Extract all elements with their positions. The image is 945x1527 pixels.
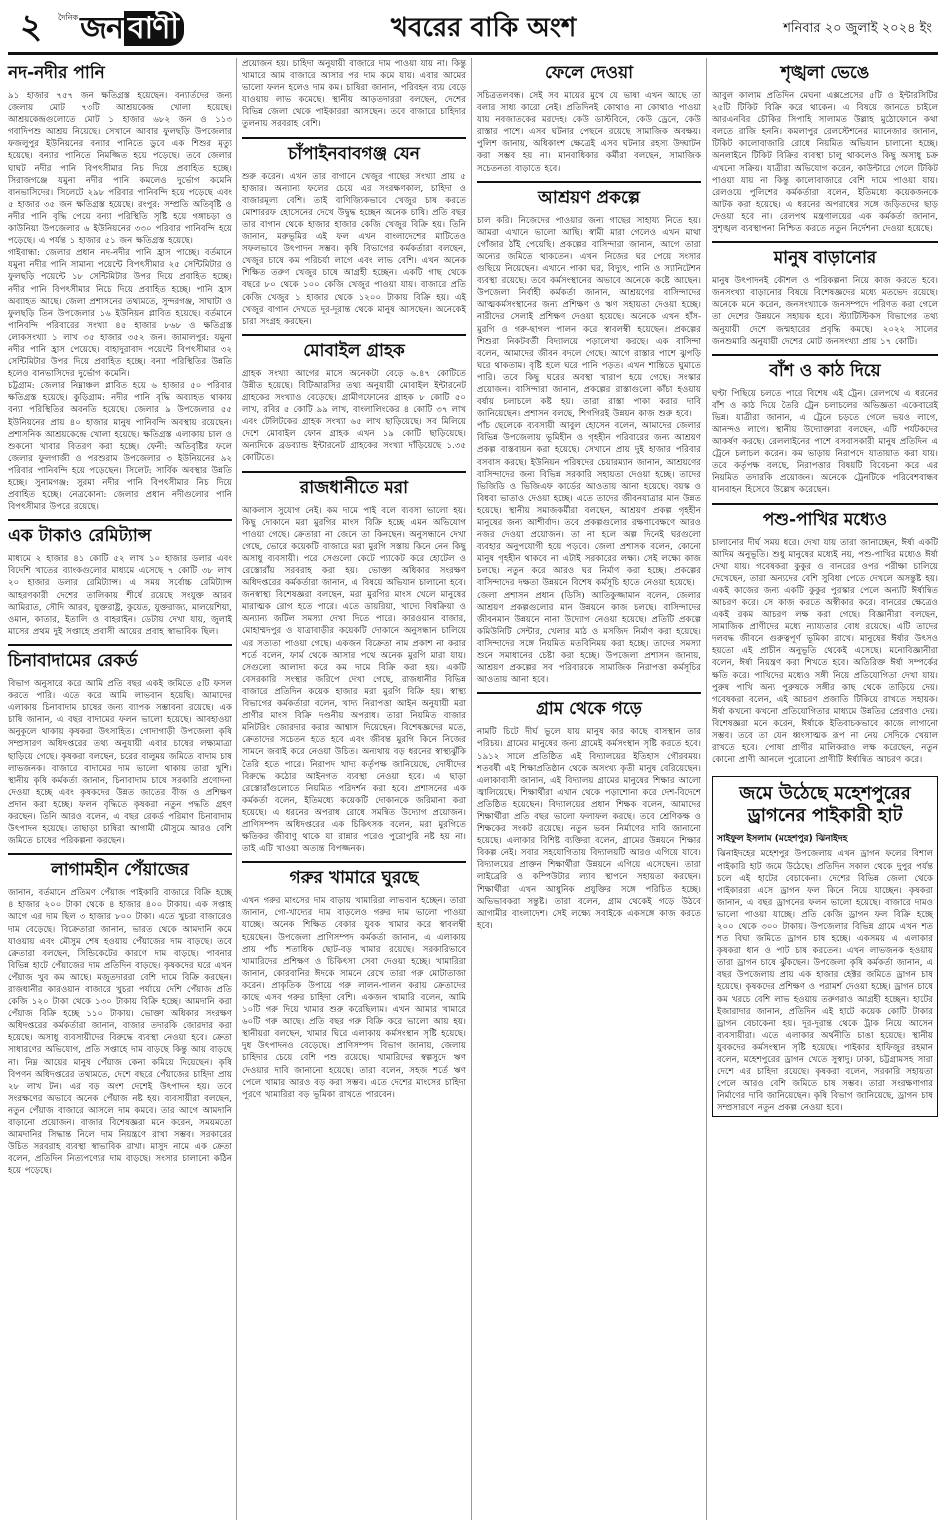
article-body: নামটি চিটে দীর্ঘ ভুলে যায় মানুষ কার কাছে বাসস্থান তার পরিচয়। গ্রামের মানুষের জন্য গ্রামেই কর্মসংস্থান সৃষ্টি করতে হবে। ১৯১২ সালে প্রতিষ্ঠিত এই বিদ্যালয়ের ইতিহাস গৌরবময়। শতবর্ষী এই শিক্ষাপ্রতিষ্ঠান থেকে অসংখ্য কৃতী মানুষ বেরিয়েছেন। এলাকাবাসী জানান, এই বিদ্যালয় গ্রামের মানুষের শিক্ষার আলো জ্বালিয়েছে। শিক্ষার্থীরা এখান থেকে পড়াশোনা করে দেশ-বিদেশে প্রতিষ্ঠিত হয়েছেন। বিদ্যালয়ের প্রধান শিক্ষক বলেন, আমাদের শিক্ষার্থীরা প্রতি বছর ভালো ফলাফল করছে। তবে শ্রেণিকক্ষ ও শিক্ষকের সংকট রয়েছে। নতুন ভবন নির্মাণের দাবি জানানো হয়েছে। এলাকার বিশিষ্ট ব্যক্তিরা বলেন, গ্রামের উন্নয়নে শিক্ষার বিকল্প নেই। সবার সহযোগিতায় বিদ্যালয়টি আরও এগিয়ে যাবে। বিদ্যালয়ের প্রাক্তন শিক্ষার্থীরা উন্নয়নে এগিয়ে এসেছেন। তারা লাইব্রেরি ও কম্পিউটার ল্যাব স্থাপনে সহায়তা করছেন। শিক্ষার্থীরা এখন আধুনিক প্রযুক্তির সঙ্গে পরিচিত হচ্ছে। অভিভাবকরা সন্তুষ্ট। তারা বলেন, গ্রাম থেকেই গড়ে উঠবে আগামীর বাংলাদেশ। সেই লক্ষ্যে সবাইকে একসঙ্গে কাজ করতে হবে। bbox=[477, 727, 701, 931]
section-title: খবরের বাকি অংশ bbox=[390, 13, 577, 43]
article-divider bbox=[477, 692, 701, 694]
article-divider bbox=[477, 181, 701, 183]
column-4 bbox=[712, 58, 938, 1117]
article-body: সচিত্রতলবন্ধ। সেই সব মায়ের মুখে যে ভাষা এখন আছে তা বলার সাধ্য কারো নেই। প্রতিদিনই কোথাও না কোথাও পাওয়া যায় নবজাতকের মরদেহ। কেউ ডাস্টবিনে, কেউ ড্রেনে, কেউ রাস্তার পাশে। এসব ঘটনার পেছনে রয়েছে সামাজিক অবক্ষয়। পুলিশ জানায়, অধিকাংশ ক্ষেত্রেই এসব ঘটনার রহস্য উদ্ঘাটন করা সম্ভব হয় না। মানবাধিকার কর্মীরা বলছেন, সামাজিক সচেতনতা বাড়াতে হবে। bbox=[477, 91, 701, 174]
article-byline: সাইফুল ইসলাম (মহেশপুর) ঝিনাইদহ bbox=[717, 834, 848, 845]
article-body: এখন গরুর মাংসের দাম বাড়ায় খামারিরা লাভবান হচ্ছেন। তারা জানান, গো-খাদ্যের দাম বাড়লেও গরুর দাম ভালো পাওয়া যাচ্ছে। অনেক শিক্ষিত বেকার যুবক খামার করে স্বাবলম্বী হয়েছেন। উপজেলা প্রাণিসম্পদ কর্মকর্তা জানান, এ এলাকায় প্রায় পাঁচ শতাধিক ছোট-বড় খামার রয়েছে। সরকারিভাবে খামারিদের প্রশিক্ষণ ও চিকিৎসা সেবা দেওয়া হচ্ছে। খামারিরা জানান, কোরবানির ঈদকে সামনে রেখে তারা গরু মোটাতাজা করেন। প্রাকৃতিক উপায়ে গরু লালন-পালন করায় ক্রেতাদের কাছে এসব গরুর চাহিদা বেশি। একজন খামারি বলেন, আমি ১০টি গরু দিয়ে খামার শুরু করেছিলাম। এখন আমার খামারে ৬০টি গরু আছে। প্রতি বছর গরু বিক্রি করে ভালো আয় হয়। স্থানীয়রা বলছেন, খামার ঘিরে এলাকায় কর্মসংস্থান সৃষ্টি হয়েছে। দুধ উৎপাদনও বেড়েছে। প্রাণিসম্পদ বিভাগ জানায়, জেলায় চাহিদার চেয়ে বেশি পশু রয়েছে। খামারিদের স্বল্পসুদে ঋণ দেওয়ার দাবি জানানো হয়েছে। তারা বলেন, সহজ শর্তে ঋণ পেলে খামার আরও বড় করা সম্ভব। এতে দেশের মাংসের চাহিদা পূরণে খামারিরা বড় ভূমিকা রাখতে পারবেন। bbox=[242, 896, 466, 1100]
article-divider bbox=[242, 137, 466, 139]
column-3 bbox=[477, 58, 701, 932]
article-divider bbox=[712, 354, 938, 356]
article-body: মানুষ উৎপাদনই কৌশল ও পরিকল্পনা নিয়ে কাজ করতে হবে। জনসংখ্যা বাড়ানোর বিষয়ে বিশেষজ্ঞদের মধ্যে মতভেদ রয়েছে। অনেকে মনে করেন, জনসংখ্যাকে জনসম্পদে পরিণত করা গেলে তা দেশের উন্নয়নে সহায়ক হবে। স্ট্যাটিস্টিকস বিভাগের তথ্য অনুযায়ী দেশে জন্মহারের প্রবৃদ্ধি কমছে। ২০২২ সালের জনশুমারি অনুযায়ী দেশের মোট জনসংখ্যা প্রায় ১৭ কোটি। bbox=[712, 276, 938, 347]
headline-nod-nodi: নদ-নদীর পানি bbox=[8, 63, 105, 83]
article-divider bbox=[242, 334, 466, 336]
featured-article-box bbox=[712, 776, 938, 1117]
headline-population: মানুষ বাড়ানোর bbox=[773, 248, 877, 269]
headline-animals-birds: পশু-পাখির মধ্যেও bbox=[762, 509, 888, 530]
column-rule bbox=[236, 58, 237, 1520]
headline-dead-chicken: রাজধানীতে মরা bbox=[299, 477, 409, 498]
article-body: আবুল কালাম প্রতিদিন মেঘনা এক্সপ্রেসের ৫টি ও ইন্টারসিটির ২৫টি টিকিট বিক্রি করে থাকেন। এ বিষয়ে জানতে চাইলে আরএনবির চৌকির সিপাহি সালামত উল্লাহ মুঠোফোনে কথা বলতে রাজি হননি। কমলাপুর রেলস্টেশনের ম্যানেজার জানান, টিকিট কালোবাজারি রোধে নিয়মিত অভিযান চালানো হচ্ছে। অনলাইনে টিকিট বিক্রির ব্যবস্থা চালু থাকলেও কিছু অসাধু চক্র এখনো সক্রিয়। যাত্রীরা অভিযোগ করেন, কাউন্টারে গেলে টিকিট পাওয়া যায় না কিন্তু কালোবাজারে বেশি দামে পাওয়া যায়। রেলওয়ে পুলিশের কর্মকর্তারা বলেন, ইতিমধ্যে কয়েকজনকে আটক করা হয়েছে। এ ধরনের অপরাধের সঙ্গে জড়িতদের ছাড় দেওয়া হবে না। রেলপথ মন্ত্রণালয়ের এক কর্মকর্তা জানান, সুশৃঙ্খল ব্যবস্থাপনা নিশ্চিত করতে নতুন নির্দেশনা দেওয়া হয়েছে। bbox=[712, 91, 938, 235]
column-1 bbox=[8, 58, 232, 1178]
article-divider bbox=[242, 861, 466, 863]
article-body: জেলা প্রশাসন প্রধান (ডিসি) আতিকুজ্জামান বলেন, জেলার আশ্রয়ণ প্রকল্পগুলোর মান উন্নয়নে কাজ চলছে। বাসিন্দাদের জীবনমান উন্নয়নে নানা উদ্যোগ নেওয়া হয়েছে। প্রতিটি প্রকল্পে কমিউনিটি সেন্টার, খেলার মাঠ ও মসজিদ নির্মাণ করা হয়েছে। বাসিন্দাদের সঙ্গে নিয়মিত মতবিনিময় করা হচ্ছে। তাদের সমস্যা শুনে সমাধানের চেষ্টা করা হচ্ছে। উপজেলা প্রশাসন জানায়, আশ্রয়ণ প্রকল্পের সব পরিবারকে সামাজিক নিরাপত্তা কর্মসূচির আওতায় আনা হবে। bbox=[477, 590, 701, 686]
article-body: গ্রাহক সংখ্যা আগের মাসে অনেকটা বেড়ে ৬.৪৭ কোটিতে উন্নীত হয়েছে। বিটিআরসির তথ্য অনুযায়ী মোবাইল ইন্টারনেট গ্রাহকের সংখ্যাও বেড়েছে। গ্রামীণফোনের গ্রাহক ৮ কোটি ৫০ লাখ, রবির ৫ কোটি ৯৯ লাখ, বাংলালিংকের ৪ কোটি ৩৭ লাখ এবং টেলিটকের গ্রাহক সংখ্যা ৬৫ লাখ ছাড়িয়েছে। সব মিলিয়ে দেশে মোবাইল ফোন গ্রাহক এখন ১৯ কোটি ছাড়িয়েছে। অন্যদিকে ব্রডব্যান্ড ইন্টারনেট গ্রাহকের সংখ্যা দাঁড়িয়েছে ১.৩৫ কোটিতে। bbox=[242, 368, 466, 464]
headline-village: গ্রাম থেকে গড়ে bbox=[536, 699, 642, 720]
article-body: চট্টগ্রাম: জেলার নিম্নাঞ্চল প্লাবিত হয়ে ৬ হাজার ৫০ পরিবার ক্ষতিগ্রস্ত হয়েছে। কুড়িগ্রাম: নদীর পানি বৃদ্ধি অব্যাহত থাকায় বন্যা পরিস্থিতির অবনতি হয়েছে। জেলার ৯ উপজেলার ৫৫ ইউনিয়নের প্রায় ৪০ হাজার মানুষ পানিবন্দি অবস্থায় রয়েছেন। প্রশাসনিক আশ্রয়কেন্দ্রে খোলা হয়েছে। ক্ষতিগ্রস্ত এলাকায় চাল ও শুকনো খাবার বিতরণ করা হচ্ছে। ফেনী: অতিবৃষ্টির ফলে জেলার ফুলগাজী ও পরশুরাম উপজেলার ৩ ইউনিয়নের ৯২ পরিবার পানিবন্দি হয়ে পড়েছেন। সিলেট: সার্বিক অবস্থার উন্নতি হচ্ছে। সুনামগঞ্জ: সুরমা নদীর পানি বিপৎসীমার নিচ দিয়ে প্রবাহিত হচ্ছে। নেত্রকোনা: জেলার প্রধান নদীগুলোর পানি বিপৎসীমার উপরে রয়েছে। bbox=[8, 381, 232, 513]
headline-cattle-farm: গরুর খামারে ঘুরছে bbox=[289, 868, 419, 889]
masthead bbox=[8, 6, 938, 55]
newspaper-logo bbox=[58, 9, 184, 49]
logo-small-text: দৈনিক bbox=[58, 13, 79, 22]
headline-discipline: শৃঙ্খলা ভেঙে bbox=[780, 63, 870, 83]
column-2 bbox=[242, 58, 466, 1101]
headline-dragon-fruit-market: জমে উঠেছে মহেশপুরের ড্রাগনের পাইকারী হাট bbox=[739, 783, 911, 827]
headline-mobile-subscriber: মোবাইল গ্রাহক bbox=[303, 340, 405, 361]
headline-thrown-away: ফেলে দেওয়া bbox=[544, 63, 634, 83]
column-rule bbox=[706, 58, 707, 1520]
issue-date: শনিবার ২০ জুলাই ২০২৪ ইং bbox=[783, 20, 932, 36]
article-body: ঘণ্টা পিছিয়ে চলতে পারে বিশেষ এই ট্রেন। রেলপথে এ ধরনের বাঁশ ও কাঠ দিয়ে তৈরি ট্রেন চলাচলের অভিজ্ঞতা একেবারেই ভিন্ন। যাত্রীরা জানান, এ ট্রেনে চড়তে গেলে ভয়ও লাগে, আনন্দও লাগে। স্থানীয় উদ্যোক্তারা বলছেন, এটি পর্যটকদের আকর্ষণ করছে। রেললাইনের পাশে বসবাসকারী মানুষ প্রতিদিন এ ট্রেনে চলাচল করেন। কম ভাড়ায় নিরাপদে যাতায়াত করা যায়। তবে কর্তৃপক্ষ বলছে, নিরাপত্তার বিষয়টি বিবেচনা করে এর নিয়মিত তদারকি প্রয়োজন। অনেকে ট্রেনটিকে পরিবেশবান্ধব যানবাহন হিসেবে উল্লেখ করেছেন। bbox=[712, 388, 938, 496]
article-divider bbox=[8, 853, 232, 855]
article-body: চালানোর দীর্ঘ সময় ধরে। দেখা যায় তারা জানাচ্ছেন, ঈর্ষা একটি আদিম অনুভূতি। শুধু মানুষের মধ্যেই নয়, পশু-পাখির মধ্যেও ঈর্ষা দেখা যায়। গবেষকরা কুকুর ও বানরের ওপর পরীক্ষা চালিয়ে দেখেছেন, তারা অন্যদের বেশি সুবিধা পেতে দেখলে অসন্তুষ্ট হয়। একই কাজের জন্য একটি কুকুর পুরস্কার পেলে অন্যটি ঈর্ষান্বিত আচরণ করে। সে কাজ করতে অস্বীকার করে। বানরের ক্ষেত্রেও একই রকম আচরণ লক্ষ করা গেছে। বিজ্ঞানীরা বলছেন, সামাজিক প্রাণীদের মধ্যে ন্যায্যতার বোধ রয়েছে। এটি তাদের দলবদ্ধ জীবনে গুরুত্বপূর্ণ ভূমিকা রাখে। মানুষের ঈর্ষার উৎসও হয়তো এই প্রাচীন অনুভূতি থেকেই এসেছে। মনোবিজ্ঞানীরা বলেন, ঈর্ষা নিয়ন্ত্রণ করা শিখতে হবে। অতিরিক্ত ঈর্ষা সম্পর্কের ক্ষতি করে। পাখিদের মধ্যেও সঙ্গী নিয়ে প্রতিযোগিতা দেখা যায়। পুরুষ পাখি অন্য পুরুষকে সঙ্গীর কাছ থেকে তাড়িয়ে দেয়। গবেষকরা বলেন, এই আচরণ প্রজাতি টিকিয়ে রাখতে সহায়ক। ঈর্ষা কখনো কখনো প্রতিযোগিতার মাধ্যমে উন্নতির প্রেরণাও দেয়। বিশেষজ্ঞরা মনে করেন, ঈর্ষাকে ইতিবাচকভাবে কাজে লাগানো সম্ভব। তবে তা যেন ধ্বংসাত্মক রূপ না নেয় সেদিকে খেয়াল রাখতে হবে। পোষা প্রাণীর মালিকরাও লক্ষ করেছেন, নতুন কোনো প্রাণী আনলে পুরোনো প্রাণীটি ঈর্ষান্বিত আচরণ করে। bbox=[712, 537, 938, 766]
article-body: পাঁচ ছেলেকে ব্যবসায়ী আবুল হোসেন বলেন, আমাদের জেলার বিভিন্ন উপজেলায় ভূমিহীন ও গৃহহীন পরিবারের জন্য আশ্রয়ণ প্রকল্প বাস্তবায়ন করা হয়েছে। সেখানে প্রায় দুই হাজার পরিবার বসবাস করছে। ইউনিয়ন পরিষদের চেয়ারম্যান জানান, আশ্রয়ণের বাসিন্দাদের জন্য বিভিন্ন সরকারি সহায়তা দেওয়া হচ্ছে। তাদের ভিজিডি ও ভিজিএফ কার্ডের আওতায় আনা হয়েছে। বয়স্ক ও বিধবা ভাতাও দেওয়া হচ্ছে। এতে তাদের জীবনযাত্রার মান উন্নত হয়েছে। স্থানীয় সমাজকর্মীরা বলছেন, আশ্রয়ণ প্রকল্প গৃহহীন মানুষের জন্য আশীর্বাদ। তবে প্রকল্পগুলোর রক্ষণাবেক্ষণে আরও নজর দেওয়া প্রয়োজন। তা না হলে অল্প দিনেই ঘরগুলো ব্যবহার অনুপযোগী হয়ে পড়বে। জেলা প্রশাসক বলেন, কোনো মানুষ গৃহহীন থাকবে না এটাই সরকারের লক্ষ্য। সেই লক্ষ্যে কাজ চলছে। নতুন করে আরও ঘর নির্মাণ করা হচ্ছে। প্রকল্পের বাসিন্দাদের দক্ষতা উন্নয়নে বিশেষ কর্মসূচি হাতে নেওয়া হয়েছে। bbox=[477, 421, 701, 589]
article-divider bbox=[712, 241, 938, 243]
logo-right: বাণী bbox=[124, 11, 184, 46]
article-body: চাল করি। নিজেদের পাওয়ার জন্য গাছের সাহায্য নিতে হয়। আমরা এখানে ভালো আছি। স্বামী মারা গেলেও এখন মাথা গোঁজার ঠাঁই পেয়েছি। প্রকল্পের বাসিন্দারা জানান, আগে তারা অন্যের জমিতে থাকতেন। এখন নিজের ঘর পেয়ে সংসার গুছিয়ে নিয়েছেন। এখানে পাকা ঘর, বিদ্যুৎ, পানি ও স্যানিটেশন ব্যবস্থা রয়েছে। তবে কর্মসংস্থানের অভাবে অনেকে কষ্টে আছেন। উপজেলা নির্বাহী কর্মকর্তা জানান, আশ্রয়ণের বাসিন্দাদের আত্মকর্মসংস্থানের জন্য প্রশিক্ষণ ও ঋণ সহায়তা দেওয়া হচ্ছে। নারীদের সেলাই প্রশিক্ষণ দেওয়া হয়েছে। অনেকে এখন হাঁস-মুরগি ও গরু-ছাগল পালন করে স্বাবলম্বী হয়েছেন। প্রকল্পের শিশুরা নিকটবর্তী বিদ্যালয়ে পড়ালেখা করছে। এক বাসিন্দা বলেন, আমাদের জীবন বদলে গেছে। আগে রাস্তার পাশে ঝুপড়ি ঘরে থাকতাম। বৃষ্টি হলে ঘরে পানি পড়ত। এখন শান্তিতে ঘুমাতে পারি। তবে কিছু ঘরের অবস্থা খারাপ হয়ে গেছে। সংস্কার প্রয়োজন। বাসিন্দারা জানান, প্রকল্পের রাস্তাগুলো কাঁচা হওয়ায় বর্ষায় চলাচলে কষ্ট হয়। তারা রাস্তা পাকা করার দাবি জানিয়েছেন। প্রশাসন বলছে, শিগগিরই উন্নয়ন কাজ শুরু হবে। bbox=[477, 215, 701, 420]
headline-onion: লাগামহীন পেঁয়াজের bbox=[51, 860, 189, 881]
article-body: ৯১ হাজার ৭৫৭ জন ক্ষতিগ্রস্ত হয়েছেন। বন্যার্তদের জন্য জেলায় মোট ৭৩টি আশ্রয়কেন্দ্র খোলা হয়েছে। আশ্রয়কেন্দ্রগুলোতে মোট ১ হাজার ৬৮২ জন ও ১১৩ গবাদিপশু আশ্রয় নিয়েছে। সেখানে আবার ফুলছড়ি উপজেলার ফজলুপুর ইউনিয়নের বন্যার পানিতে ডুবে এক শিশুর মৃত্যু হয়েছে। বন্যার পানিতে নিমজ্জিত হয়ে পড়েছে। তবে জেলার ঘাঘট নদীর পানি বিপৎসীমার নিচ দিয়ে প্রবাহিত হচ্ছে। সিরাজগঞ্জে যমুনা নদীর পানি কমলেও দুর্ভোগ কমেনি বানভাসিদের। সিলেটে ২৯৮ পরিবার পানিবন্দি হয়ে পড়েছে এবং ৫ হাজার ৩৫ জন ক্ষতিগ্রস্ত হয়েছে। রংপুর: সম্প্রতি অতিবৃষ্টি ও নদীর পানি বৃদ্ধি পেয়ে বন্যা পরিস্থিতি সৃষ্টি হয়ে গঙ্গাচড়া ও কাউনিয়া উপজেলার ৬ ইউনিয়নের ৩৩০ পরিবার পানিবন্দি হয়ে পড়েছে। এ পর্যন্ত ১ হাজার ৫১ জন ক্ষতিগ্রস্ত হয়েছে। bbox=[8, 91, 232, 247]
article-body: শুরু করেন। এখন তার বাগানে খেজুর গাছের সংখ্যা প্রায় ৫ হাজার। অন্যান্য ফলের চেয়ে এর সংরক্ষণকাল, চাহিদা ও বাজারমূল্য বেশি। তাই বাণিজ্যিকভাবে খেজুর চাষ করতে মোশাররফ হোসেনের দেখে উদ্বুদ্ধ হচ্ছেন অনেক চাষি। প্রতি বছর তার বাগান থেকে হাজার হাজার কেজি খেজুর বিক্রি হয়। তিনি জানান, মরুভূমির এই ফল এখন বাংলাদেশের মাটিতেও সফলভাবে উৎপাদন সম্ভব। কৃষি বিভাগের কর্মকর্তারা বলছেন, খেজুর চাষে কম পরিচর্যা লাগে এবং লাভ বেশি। এখন অনেক শিক্ষিত তরুণ খেজুর চাষে আগ্রহী হচ্ছেন। একটি গাছ থেকে বছরে ৮০ থেকে ১০০ কেজি খেজুর পাওয়া যায়। বাজারে প্রতি কেজি খেজুর ১ হাজার থেকে ১২০০ টাকায় বিক্রি হয়। এই খেজুর বাগান দেখতে দূর-দূরান্ত থেকে মানুষ আসছেন। অনেকেই চারা সংগ্রহ করছেন। bbox=[242, 171, 466, 327]
headline-peanut: চিনাবাদামের রেকর্ড bbox=[8, 650, 138, 671]
article-body: মাধ্যমে ২ হাজার ৪১ কোটি ৫২ লাখ ১০ হাজার ডলার এবং বিদেশি খাতের ব্যাংকগুলোর মাধ্যমে এসেছে ৭ কোটি ৩৮ লাখ ২০ হাজার ডলার রেমিট্যান্স। এ সময় সর্বোচ্চ রেমিট্যান্স আহরণকারী দেশের তালিকায় শীর্ষে রয়েছে সংযুক্ত আরব আমিরাত, সৌদি আরব, যুক্তরাষ্ট্র, কুয়েত, যুক্তরাজ্য, মালয়েশিয়া, ওমান, কাতার, ইতালি ও বাহরাইন। ডেটায় দেখা যায়, জুলাই মাসের প্রথম দুই সপ্তাহে প্রবাসী আয়ের প্রবাহ স্বাভাবিক ছিল। bbox=[8, 554, 232, 637]
article-divider bbox=[8, 519, 232, 521]
headline-ashrayan: আশ্রয়ণ প্রকল্পে bbox=[538, 187, 640, 208]
article-body: প্রয়োজন হয়। চাহিদা অনুযায়ী বাজারে দাম পাওয়া যায় না। কিন্তু খামারে আম বাজারে আসার পর দাম কমে যায়। এবার আমের ভালো ফলন হলেও দাম কম। চাষিরা জানান, পরিবহন ব্যয় বেড়ে যাওয়ায় লাভ কমেছে। স্থানীয় আড়তদাররা বলছেন, দেশের বিভিন্ন জেলা থেকে পাইকাররা আসছেন। তবে বাজারে চাহিদার তুলনায় সরবরাহ বেশি। bbox=[242, 59, 466, 130]
headline-chapainawabganj: চাঁপাইনবাবগঞ্জ যেন bbox=[288, 143, 420, 164]
article-body: ঝিনাইদহের মহেশপুর উপজেলায় এখন ড্রাগন ফলের বিশাল পাইকারি হাট জমে উঠেছে। প্রতিদিন সকাল থেকে দুপুর পর্যন্ত চলে এই হাটের বেচাকেনা। দেশের বিভিন্ন জেলা থেকে পাইকাররা এসে ড্রাগন ফল কিনে নিয়ে যাচ্ছেন। কৃষকরা জানান, এ বছর ড্রাগনের ফলন ভালো হয়েছে। বাজারে দামও ভালো পাওয়া যাচ্ছে। প্রতি কেজি ড্রাগন ফল বিক্রি হচ্ছে ২০০ থেকে ৩০০ টাকায়। উপজেলার বিভিন্ন গ্রামে এখন শত শত বিঘা জমিতে ড্রাগন চাষ হচ্ছে। একসময় এ এলাকার কৃষকরা ধান ও পাট চাষ করতেন। এখন লাভজনক হওয়ায় তারা ড্রাগন চাষে ঝুঁকছেন। উপজেলা কৃষি কর্মকর্তা জানান, এ বছর উপজেলায় প্রায় এক হাজার হেক্টর জমিতে ড্রাগন চাষ হয়েছে। কৃষকদের প্রশিক্ষণ ও পরামর্শ দেওয়া হচ্ছে। ড্রাগন চাষে কম খরচে বেশি লাভ হওয়ায় তরুণরাও আগ্রহী হচ্ছেন। হাটের ইজারাদার জানান, প্রতিদিন এই হাটে কয়েক কোটি টাকার ড্রাগন বেচাকেনা হয়। দূর-দূরান্ত থেকে ট্রাক নিয়ে আসেন ব্যবসায়ীরা। এতে এলাকার অর্থনীতি চাঙা হয়েছে। স্থানীয় যুবকদের কর্মসংস্থান সৃষ্টি হয়েছে। পাইকার হাফিজুর রহমান বলেন, মহেশপুরের ড্রাগন খেতে সুস্বাদু। ঢাকা, চট্টগ্রামসহ সারা দেশে এর চাহিদা রয়েছে। কৃষকরা বলেন, সরকারি সহায়তা পেলে আরও বেশি জমিতে চাষ সম্ভব। তারা সংরক্ষণাগার নির্মাণের দাবি জানিয়েছেন। কৃষি বিভাগ জানিয়েছে, ড্রাগন চাষ সম্প্রসারণে নতুন প্রকল্প নেওয়া হবে। bbox=[717, 849, 933, 1114]
page-number: ২ bbox=[19, 6, 43, 47]
article-body: গাইবান্ধা: জেলার প্রধান নদ-নদীর পানি হ্রাস পাচ্ছে। বর্তমানে যমুনা নদীর পানি সামান্য পয়েন্টে বিপৎসীমার ২৫ সেন্টিমিটার ও ফুলছড়ি পয়েন্টে ১৮ সেন্টিমিটার উপর দিয়ে প্রবাহিত হচ্ছে। নদীর পানি বিপৎসীমার নিচে দিয়ে প্রবাহিত হচ্ছে। পানি হ্রাস অব্যাহত আছে। জেলা প্রশাসনের তথ্যমতে, সুন্দরগঞ্জ, সাঘাটা ও ফুলছড়ি তিন উপজেলার ১৬ ইউনিয়ন প্লাবিত হয়েছে। বর্তমানে পানিবন্দি পরিবারের সংখ্যা ৪৫ হাজার ৮৬৮ ও ক্ষতিগ্রস্ত লোকসংখ্যা ১ লাখ ৩৫ হাজার ৩৫২ জন। জামালপুর: যমুনা নদীর পানি হ্রাস পেয়েছে। বাহাদুরাবাদ পয়েন্টে বিপৎসীমার ৩২ সেন্টিমিটার উপর দিয়ে প্রবাহিত হচ্ছে। বন্যা পরিস্থিতির উন্নতি হলেও বানভাসিদের দুর্ভোগ কমেনি। bbox=[8, 248, 232, 380]
article-divider bbox=[712, 503, 938, 505]
logo-left: জন bbox=[80, 10, 123, 46]
headline-bamboo-wood: বাঁশ ও কাঠ দিয়ে bbox=[769, 360, 881, 381]
headline-remittance: এক টাকাও রেমিট্যান্স bbox=[8, 526, 152, 547]
article-divider bbox=[242, 471, 466, 473]
article-body: বিভাগ অনুসারে করে আমি প্রতি বছর একই জমিতে ৫টি ফসল করতে পারি। এতে করে আমি লাভবান হয়েছি। আমাদের এলাকায় চিনাবাদাম চাষের জন্য ব্যাপক সম্ভাবনা রয়েছে। এক চাষি জানান, এ বছর বাদামের ফলন ভালো হয়েছে। আবহাওয়া অনুকূলে থাকায় কৃষকরা উৎসাহিত। গোদাগাড়ী উপজেলা কৃষি সম্প্রসারণ অধিদপ্তরের তথ্য অনুযায়ী এবার চাষের লক্ষ্যমাত্রা ছাড়িয়ে গেছে। কৃষকরা বলছেন, চরের বালুময় জমিতে বাদাম চাষ লাভজনক। বাজারে বাদামের দাম ভালো থাকায় তারা খুশি। স্থানীয় কৃষি কর্মকর্তা জানান, চিনাবাদাম চাষে সরকারি প্রণোদনা দেওয়া হচ্ছে এবং কৃষকদের উন্নত জাতের বীজ ও প্রশিক্ষণ প্রদান করা হচ্ছে। ফলন বৃদ্ধিতে কৃষকরা নতুন পদ্ধতি গ্রহণ করছেন। তিনি আরও বলেন, এ বছর রেকর্ড পরিমাণ চিনাবাদাম উৎপাদন হয়েছে। তাছাড়া চাষিরা আগামী মৌসুমে আরও বেশি জমিতে চাষের পরিকল্পনা করছেন। bbox=[8, 678, 233, 847]
article-body: জানান, বর্তমানে প্রতিমণ পেঁয়াজ পাইকারি বাজারে বিক্রি হচ্ছে ৪ হাজার ২০০ টাকা থেকে ৪ হাজার ৪০০ টাকায়। এক সপ্তাহ আগে এর দাম ছিল ৩ হাজার ৮০০ টাকা। এতে খুচরা বাজারেও দাম বেড়েছে। বিক্রেতারা জানান, ভারত থেকে আমদানি কমে যাওয়ায় এবং মৌসুম শেষ হওয়ায় পেঁয়াজের দাম বাড়ছে। তবে ক্রেতারা বলছেন, সিন্ডিকেটের কারণে দাম বাড়ছে। পাবনার বিভিন্ন হাটে পেঁয়াজের দাম প্রতিদিন বাড়ছে। কৃষকদের ঘরে এখন পেঁয়াজ খুব কম আছে। মজুতদাররা বেশি দামে বিক্রি করছেন। রাজধানীর কারওয়ান বাজারে খুচরা পর্যায়ে দেশি পেঁয়াজ প্রতি কেজি ১২০ টাকা থেকে ১৩০ টাকায় বিক্রি হচ্ছে। আমদানি করা পেঁয়াজ বিক্রি হচ্ছে ১১০ টাকায়। ভোক্তা অধিকার সংরক্ষণ অধিদপ্তরের কর্মকর্তারা জানান, বাজার তদারকি জোরদার করা হয়েছে। অসাধু ব্যবসায়ীদের বিরুদ্ধে ব্যবস্থা নেওয়া হবে। ক্রেতা সাধারণের অভিযোগ, প্রতি সপ্তাহে দাম বাড়ছে কিন্তু আয় বাড়ছে না। নিম্ন আয়ের মানুষ পেঁয়াজ কেনা কমিয়ে দিয়েছেন। কৃষি বিপণন অধিদপ্তরের তথ্যমতে, দেশে বছরে পেঁয়াজের চাহিদা প্রায় ২৮ লাখ টন। এর বড় অংশ দেশেই উৎপাদন হয়। তবে সংরক্ষণের অভাবে অনেক পেঁয়াজ নষ্ট হয়। ব্যবসায়ীরা বলছেন, নতুন পেঁয়াজ বাজারে আসলে দাম কমবে। তার আগে আমদানি বাড়ানো প্রয়োজন। বাজার বিশেষজ্ঞরা মনে করেন, সময়মতো আমদানির সিদ্ধান্ত নিলে দাম নিয়ন্ত্রণে রাখা সম্ভব। সরকারের উচিত সরবরাহ ব্যবস্থা স্বাভাবিক রাখা। মাসুদ নামে এক ক্রেতা বলেন, প্রতিদিন নিত্যপণ্যের দাম বাড়ছে। সংসার চালানো কঠিন হয়ে পড়েছে। bbox=[8, 888, 232, 1177]
column-rule bbox=[471, 58, 472, 1520]
article-body: আকলাস সুযোগ নেই। কম দামে পাই বলে ব্যবসা ভালো হয়। কিছু দোকানে মরা মুরগির মাংস বিক্রি হচ্ছে এমন অভিযোগ পাওয়া গেছে। ক্রেতারা না জেনে তা কিনছেন। অনুসন্ধানে দেখা গেছে, ভোরে কয়েকটি বাজারে মরা মুরগি সস্তায় কিনে নেন কিছু অসাধু ব্যবসায়ী। পরে সেগুলো কেটে প্যাকেট করে হোটেল ও রেস্তোরাঁয় সরবরাহ করা হয়। ভোক্তা অধিকার সংরক্ষণ অধিদপ্তরের কর্মকর্তারা জানান, এ বিষয়ে অভিযান চালানো হবে। জনস্বাস্থ্য বিশেষজ্ঞরা বলছেন, মরা মুরগির মাংস খেলে মানুষের মারাত্মক রোগ হতে পারে। এতে ডায়রিয়া, খাদ্যে বিষক্রিয়া ও অন্যান্য জটিল সমস্যা দেখা দিতে পারে। কারওয়ান বাজার, মোহাম্মদপুর ও যাত্রাবাড়ীর কয়েকটি দোকানে অনুসন্ধান চালিয়ে এর সত্যতা পাওয়া গেছে। একজন বিক্রেতা নাম প্রকাশ না করার শর্তে বলেন, ফার্ম থেকে আসার পথে অনেক মুরগি মারা যায়। সেগুলো আলাদা করে কম দামে বিক্রি করা হয়। একটি বেসরকারি সংস্থার জরিপে দেখা গেছে, রাজধানীর বিভিন্ন বাজারে প্রতিদিন কয়েক হাজার মরা মুরগি বিক্রি হয়। স্বাস্থ্য বিভাগের কর্মকর্তারা বলেন, খাদ্য নিরাপত্তা আইন অনুযায়ী মরা প্রাণীর মাংস বিক্রি দণ্ডনীয় অপরাধ। তারা নিয়মিত বাজার মনিটরিং জোরদার করার আশ্বাস দিয়েছেন। বিশেষজ্ঞদের মতে, ক্রেতাদের সচেতন হতে হবে এবং জীবন্ত মুরগি কিনে নিজের সামনে জবাই করে নেওয়া উচিত। অন্যথায় বড় ধরনের স্বাস্থ্যঝুঁকি তৈরি হতে পারে। নিরাপদ খাদ্য কর্তৃপক্ষ জানিয়েছে, দোষীদের বিরুদ্ধে কঠোর আইনগত ব্যবস্থা নেওয়া হবে। এ ছাড়া রেস্তোরাঁগুলোতে নিয়মিত পরিদর্শন করা হবে। প্রশাসনের এক কর্মকর্তা বলেন, ইতিমধ্যে কয়েকটি দোকানকে জরিমানা করা হয়েছে। এ ধরনের অপরাধ রোধে সমন্বিত উদ্যোগ প্রয়োজন। প্রাণিসম্পদ অধিদপ্তরের এক চিকিৎসক বলেন, মরা মুরগিতে ক্ষতিকর জীবাণু থাকে যা রান্নার পরেও পুরোপুরি নষ্ট হয় না। তাই এটি খাওয়া অত্যন্ত বিপজ্জনক। bbox=[242, 505, 466, 855]
article-divider bbox=[8, 644, 232, 646]
